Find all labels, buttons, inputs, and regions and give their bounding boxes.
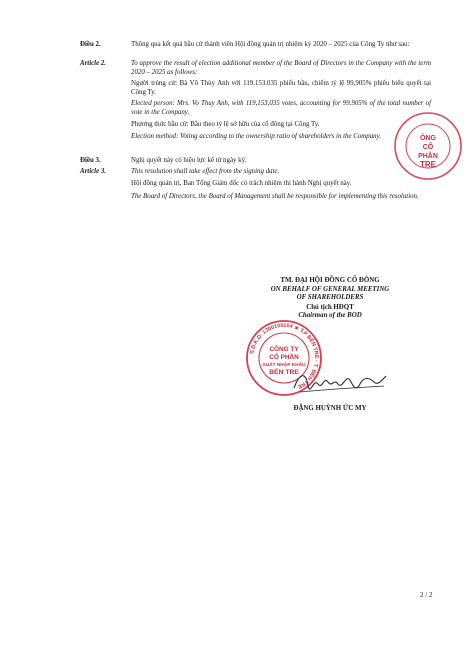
seal-line-2: CỔ PHẦN xyxy=(269,354,299,361)
article-3-text-en: This resolution shall take effect from the signing date. xyxy=(131,168,280,175)
signature-title-en-1: ON BEHALF OF GENERAL MEETING xyxy=(270,285,390,293)
article-2-text-vi: Thông qua kết quả bầu cử thành viên Hội đồng quản trị nhiệm kỳ 2020 – 2025 của Công Ty như sau: xyxy=(131,41,410,48)
election-method-vi: Phương thức bầu cử: Bầu theo tỷ lệ sở hữu của cổ đông tại Công Ty. xyxy=(131,121,320,128)
seal-ring-text: S.Đ.K.D: 1300100104 ★ T.P BẾN TRE - T. BẾN TRE xyxy=(249,322,320,390)
svg-text:PHẦN: PHẦN xyxy=(418,153,438,160)
article-3-label-en: Article 3. xyxy=(80,168,107,175)
signature-role-en: Chairman of the BOD xyxy=(298,312,362,320)
seal-line-1: CÔNG TY xyxy=(269,346,299,353)
elected-person-vi: Người trúng cử: Bà Võ Thùy Anh với 119.153.035 phiếu bầu, chiếm tỷ lệ 99,905% phiếu biểu quyết tại Công Ty. xyxy=(131,80,431,96)
partial-seal xyxy=(392,110,464,182)
svg-text:TRE: TRE xyxy=(420,160,436,169)
signature-block xyxy=(210,277,450,321)
article-2-label-en: Article 2. xyxy=(80,60,107,67)
responsibility-vi: Hội đồng quản trị, Ban Tổng Giám đốc có trách nhiệm thi hành Nghị quyết này. xyxy=(131,180,352,187)
svg-text:ÔNG: ÔNG xyxy=(420,135,436,142)
article-2-text-en: To approve the result of election additional member of the Board of Directors in the Company with the term 2020 – 2025 as follows: xyxy=(131,60,431,76)
signatory-name-block xyxy=(210,405,450,414)
responsibility-en: The Board of Directors, the Board of Management shall be responsible for implementing this resolution. xyxy=(131,193,419,200)
svg-text:CỔ: CỔ xyxy=(422,144,434,151)
article-3-text-vi: Nghị quyết này có hiệu lực kể từ ngày ký. xyxy=(131,157,247,164)
page-number: 2 / 2 xyxy=(420,591,433,599)
handwritten-signature xyxy=(290,366,390,402)
election-method-en: Election method: Voting according to the ownership ratio of shareholders in the Company. xyxy=(131,133,382,140)
signature-title-vi: TM. ĐẠI HỘI ĐỒNG CỔ ĐÔNG xyxy=(280,277,380,284)
seal-line-4: BẾN TRE xyxy=(269,369,299,376)
signature-title-en-2: OF SHAREHOLDERS xyxy=(296,294,364,302)
elected-person-en: Elected person: Mrs. Vo Thuy Anh, with 119,153,035 votes, accounting for 99.905% of the total number of vote in the Company. xyxy=(131,100,431,116)
article-2-label-vi: Điều 2. xyxy=(80,41,101,48)
seal-line-3: XUẤT NHẬP KHẨU xyxy=(262,363,306,368)
signatory-name: ĐẶNG HUỲNH ỨC MY xyxy=(293,405,367,412)
signature-role-vi: Chủ tịch HĐQT xyxy=(306,303,354,311)
article-3-label-vi: Điều 3. xyxy=(80,157,101,164)
